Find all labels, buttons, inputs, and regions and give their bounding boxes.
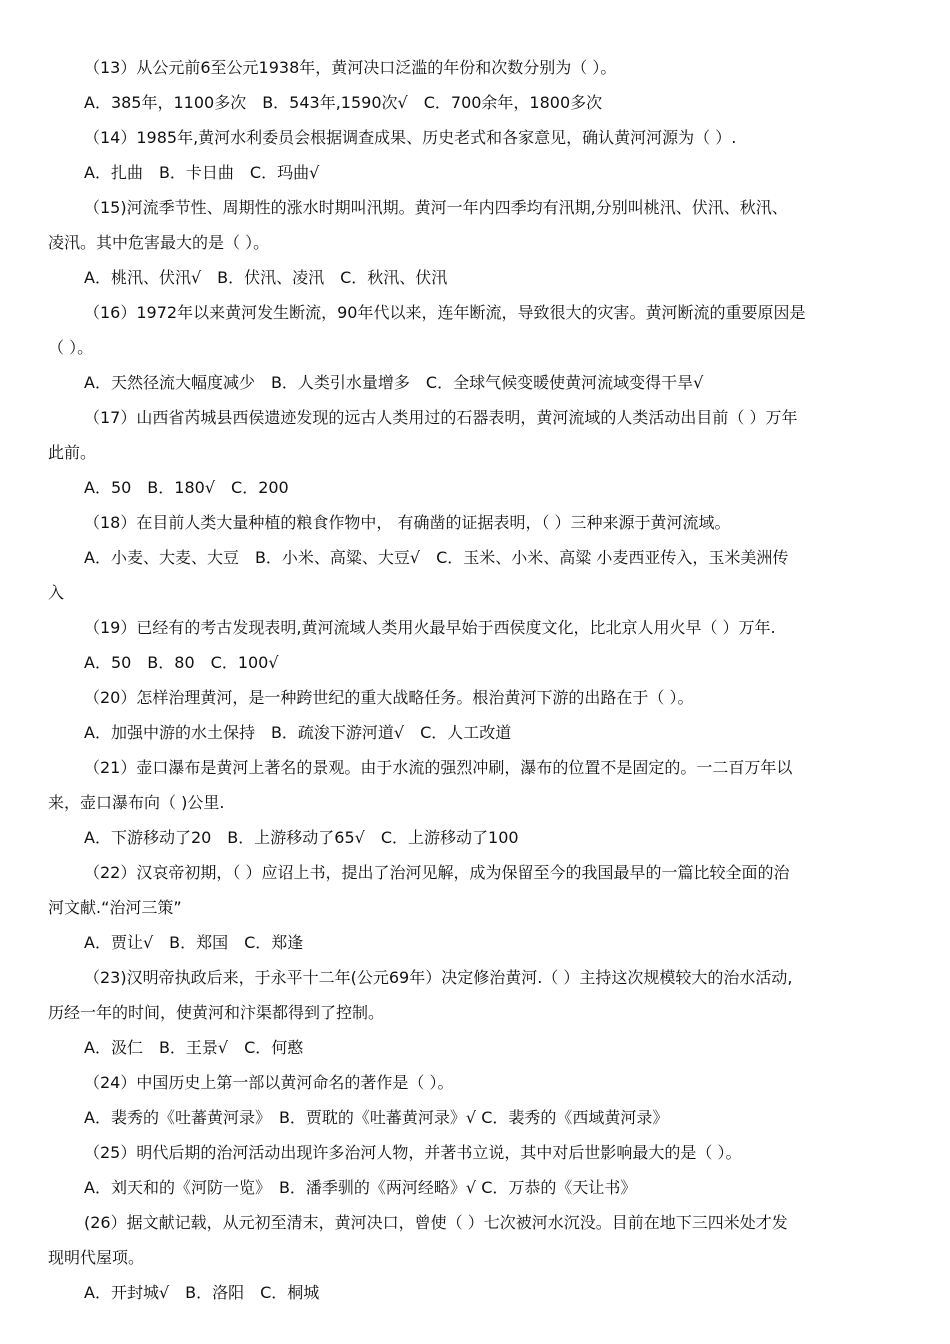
- answer-options: A．加强中游的水土保持 B．疏浚下游河道√ C．人工改道: [84, 723, 512, 742]
- question-text: （24）中国历史上第一部以黄河命名的著作是（ ）。: [84, 1073, 454, 1092]
- question-continuation: 现明代屋项。: [48, 1248, 145, 1267]
- answer-options: A．天然径流大幅度减少 B．人类引水量增多 C．全球气候变暖使黄河流域变得干旱√: [84, 373, 704, 392]
- answer-options: A．汲仁 B．王景√ C．何憨: [84, 1038, 304, 1057]
- answer-options: A．小麦、大麦、大豆 B．小米、高粱、大豆√ C．玉米、小米、高粱 小麦西亚传入，玉米美洲传: [84, 548, 789, 567]
- question-text: （19）已经有的考古发现表明,黄河流域人类用火最早始于西侯度文化，比北京人用火早（ ）万年.: [84, 618, 776, 637]
- question-text: (26）据文献记载，从元初至清末，黄河决口，曾使（ ）七次被河水沉没。目前在地下三四米处才发: [84, 1213, 788, 1232]
- answer-options: A．刘天和的《河防一览》 B．潘季驯的《两河经略》√ C．万恭的《天让书》: [84, 1178, 637, 1197]
- question-text: （16）1972年以来黄河发生断流，90年代以来，连年断流，导致很大的灾害。黄河断流的重要原因是: [84, 303, 806, 322]
- question-text: （17）山西省芮城县西侯遗迹发现的远古人类用过的石器表明，黄河流域的人类活动出目前（ ）万年: [84, 408, 798, 427]
- answer-options: A．桃汛、伏汛√ B．伏汛、凌汛 C．秋汛、伏汛: [84, 268, 448, 287]
- answer-options: A．裴秀的《吐蕃黄河录》 B．贾耽的《吐蕃黄河录》√ C．裴秀的《西域黄河录》: [84, 1108, 669, 1127]
- question-text: （15)河流季节性、周期性的涨水时期叫汛期。黄河一年内四季均有汛期,分别叫桃汛、伏汛、秋汛、: [84, 198, 788, 217]
- question-text: （25）明代后期的治河活动出现许多治河人物，并著书立说，其中对后世影响最大的是（ ）。: [84, 1143, 742, 1162]
- question-text: （14）1985年,黄河水利委员会根据调查成果、历史老式和各家意见，确认黄河河源为（ ）.: [84, 128, 737, 147]
- answer-options: A．下游移动了20 B．上游移动了65√ C．上游移动了100: [84, 828, 519, 847]
- question-continuation: 历经一年的时间，使黄河和汴渠都得到了控制。: [48, 1003, 385, 1022]
- answer-options: A．贾让√ B．郑国 C．郑逢: [84, 933, 304, 952]
- answer-options: A．50 B．80 C．100√: [84, 653, 279, 672]
- question-text: （20）怎样治理黄河，是一种跨世纪的重大战略任务。根治黄河下游的出路在于（ ）。: [84, 688, 694, 707]
- question-continuation: 来，壶口瀑布向（ )公里.: [48, 793, 225, 812]
- question-text: （23)汉明帝执政后来，于永平十二年(公元69年）决定修治黄河.（ ）主持这次规模较大的治水活动,: [84, 968, 793, 987]
- answer-options: A．385年，1100多次 B．543年,1590次√ C．700余年，1800多次: [84, 93, 603, 112]
- question-continuation: 此前。: [48, 443, 97, 462]
- question-continuation: 河文献.“治河三策”: [48, 898, 182, 917]
- question-text: （22）汉哀帝初期，（ ）应诏上书，提出了治河见解，成为保留至今的我国最早的一篇比较全面的治: [84, 863, 790, 882]
- question-text: （21）壶口瀑布是黄河上著名的景观。由于水流的强烈冲刷，瀑布的位置不是固定的。一二百万年以: [84, 758, 793, 777]
- question-list: [48, 50, 906, 1310]
- answer-options: A．扎曲 B．卡日曲 C．玛曲√: [84, 163, 320, 182]
- question-text: （18）在目前人类大量种植的粮食作物中， 有确凿的证据表明，（ ）三种来源于黄河流域。: [84, 513, 731, 532]
- question-text: （13）从公元前6至公元1938年，黄河决口泛滥的年份和次数分别为（ ）。: [84, 58, 617, 77]
- question-continuation: 入: [48, 583, 65, 602]
- question-continuation: （ ）。: [48, 338, 94, 357]
- answer-options: A．50 B．180√ C．200: [84, 478, 289, 497]
- answer-options: A．开封城√ B．洛阳 C．桐城: [84, 1283, 320, 1302]
- question-continuation: 凌汛。其中危害最大的是（ ）。: [48, 233, 270, 252]
